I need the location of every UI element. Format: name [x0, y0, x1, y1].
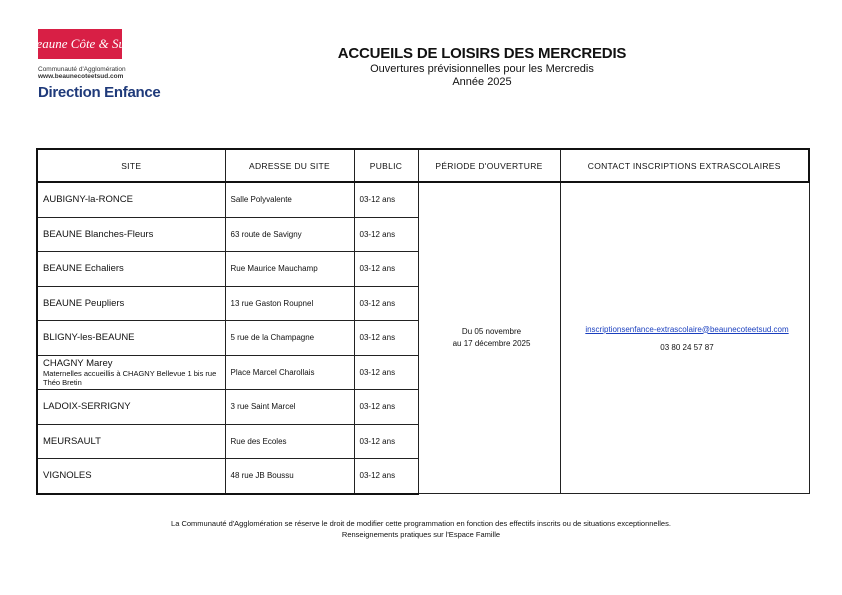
public-cell: 03-12 ans [354, 217, 418, 252]
period-end: au 17 décembre 2025 [452, 339, 531, 348]
address-cell: 13 rue Gaston Roupnel [225, 286, 354, 321]
brand-logo: Beaune Côte & Sud [38, 29, 122, 59]
page-subtitle: Ouvertures prévisionnelles pour les Mercredis [370, 63, 594, 75]
site-cell [37, 286, 225, 321]
footer-info: Renseignements pratiques sur l'Espace Famille [341, 530, 501, 539]
public-cell: 03-12 ans [354, 390, 418, 425]
period-cell [418, 182, 560, 494]
public-cell: 03-12 ans [354, 286, 418, 321]
address-cell: Salle Polyvalente [225, 182, 354, 217]
address-cell: Rue Maurice Mauchamp [225, 252, 354, 287]
public-cell: 03-12 ans [354, 321, 418, 356]
column-header-period: PÉRIODE D'OUVERTURE [418, 149, 560, 182]
department-name: Direction Enfance [38, 84, 161, 101]
site-name: CHAGNY Marey [43, 357, 113, 369]
site-name: MEURSAULT [43, 435, 101, 447]
address-cell: 3 rue Saint Marcel [225, 390, 354, 425]
site-name: BLIGNY-les-BEAUNE [43, 332, 135, 344]
table-header-row [37, 149, 809, 182]
public-cell: 03-12 ans [354, 252, 418, 287]
table-row [37, 182, 809, 217]
contact-email-link[interactable]: inscriptionsenfance-extrascolaire@beaunecoteetsud.com [585, 324, 789, 334]
header [282, 45, 682, 89]
site-cell [37, 182, 225, 217]
site-name: BEAUNE Echaliers [43, 263, 124, 275]
public-cell: 03-12 ans [354, 459, 418, 494]
logo [28, 29, 161, 101]
contact-phone: 03 80 24 57 87 [660, 342, 714, 352]
site-cell [37, 424, 225, 459]
address-cell: Place Marcel Charollais [225, 355, 354, 390]
address-cell: 63 route de Savigny [225, 217, 354, 252]
site-name: BEAUNE Peupliers [43, 297, 125, 309]
site-cell [37, 321, 225, 356]
public-cell: 03-12 ans [354, 424, 418, 459]
page-year: Année 2025 [452, 76, 512, 88]
column-header-site: SITE [37, 149, 225, 182]
footer [0, 518, 842, 540]
period-start: Du 05 novembre [461, 327, 522, 336]
site-cell [37, 217, 225, 252]
column-header-contact: CONTACT INSCRIPTIONS EXTRASCOLAIRES [560, 149, 809, 182]
logo-tagline: Communauté d'Agglomération [38, 66, 126, 73]
site-name: LADOIX-SERRIGNY [43, 401, 131, 413]
contact-cell [560, 182, 809, 494]
public-cell: 03-12 ans [354, 355, 418, 390]
site-cell [37, 252, 225, 287]
column-header-address: ADRESSE DU SITE [225, 149, 354, 182]
site-name: BEAUNE Blanches-Fleurs [43, 228, 154, 240]
footer-disclaimer: La Communauté d'Agglomération se réserve le droit de modifier cette programmation en fonction des effectifs inscrits ou de situations exceptionnelles. [171, 519, 671, 528]
address-cell: 48 rue JB Boussu [225, 459, 354, 494]
site-cell [37, 355, 225, 390]
site-name: VIGNOLES [43, 470, 92, 482]
address-cell: Rue des Ecoles [225, 424, 354, 459]
page-title: ACCUEILS DE LOISIRS DES MERCREDIS [337, 45, 627, 62]
logo-website: www.beaunecoteetsud.com [38, 73, 124, 80]
site-cell [37, 459, 225, 494]
site-cell [37, 390, 225, 425]
address-cell: 5 rue de la Champagne [225, 321, 354, 356]
site-name: AUBIGNY-la-RONCE [43, 194, 133, 206]
site-note: Maternelles accueillis à CHAGNY Bellevue 1 bis rue Théo Bretin [43, 368, 217, 387]
public-cell: 03-12 ans [354, 182, 418, 217]
column-header-public: PUBLIC [354, 149, 418, 182]
schedule-table [36, 148, 810, 495]
